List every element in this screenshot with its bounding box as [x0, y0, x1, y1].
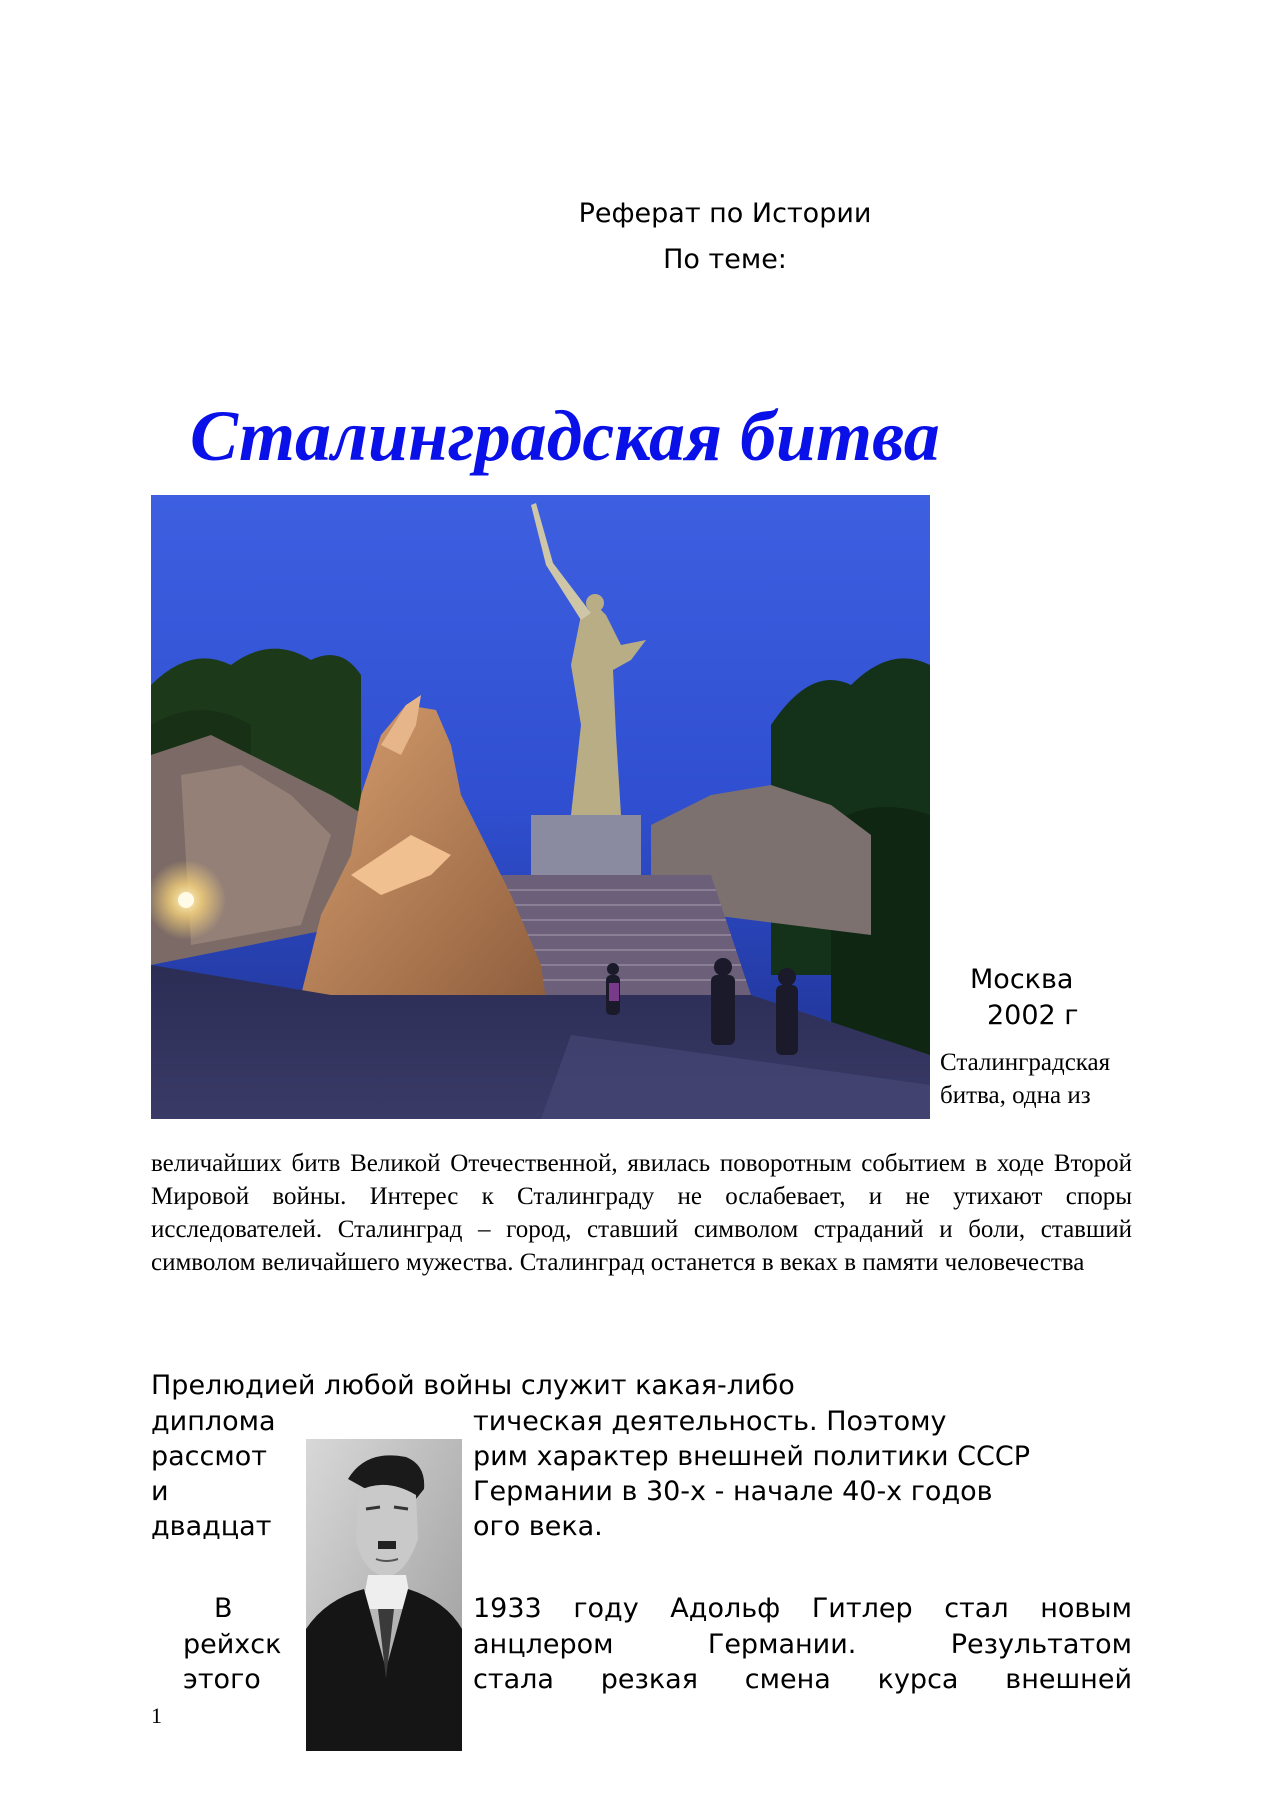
paragraph1-left-1: диплома: [151, 1406, 276, 1437]
paragraph2-right-2: анцлером Германии. Результатом: [473, 1629, 1132, 1660]
paragraph1-line1: Прелюдией любой войны служит какая-либо: [151, 1370, 795, 1401]
paragraph1-left-4: двадцат: [151, 1511, 272, 1542]
paragraph2-left-2: рейхск: [183, 1629, 282, 1660]
report-header-line1: Реферат по Истории: [578, 198, 872, 229]
paragraph1-right-2: рим характер внешней политики СССР: [473, 1441, 1031, 1472]
paragraph2-right-3: стала резкая смена курса внешней: [473, 1664, 1132, 1695]
paragraph2-right-1: 1933 году Адольф Гитлер стал новым: [473, 1593, 1132, 1624]
paragraph2-left-3: этого: [183, 1664, 261, 1695]
report-header-line2: По теме:: [663, 244, 787, 275]
year-label: 2002 г: [987, 1000, 1079, 1031]
monument-photo: [151, 495, 930, 1119]
intro-side-text: Сталинградская битва, одна из: [940, 1049, 1111, 1109]
paragraph1-left-2: рассмот: [151, 1441, 267, 1472]
document-title: Сталинградская битва: [190, 396, 940, 476]
paragraph1-right-4: ого века.: [473, 1511, 603, 1542]
paragraph2-left-1: В: [214, 1593, 233, 1624]
paragraph1-right-1: тическая деятельность. Поэтому: [473, 1406, 947, 1437]
paragraph1-left-3: и: [151, 1476, 169, 1507]
place-label: Москва: [970, 964, 1074, 995]
intro-main-text: величайших битв Великой Отечественной, явилась поворотным событием в ходе Второй Мировой войны. Интерес к Сталинграду не ослабевает, и не утихают споры исследователей. Сталинград – город, ставший символом страданий и боли, ставший символом величайшего мужества. Сталинград останется в веках в памяти человечества: [151, 1150, 1132, 1276]
page-number: 1: [151, 1703, 162, 1728]
portrait-photo: [306, 1439, 462, 1751]
paragraph1-right-3: Германии в 30-х - начале 40-х годов: [473, 1476, 993, 1507]
